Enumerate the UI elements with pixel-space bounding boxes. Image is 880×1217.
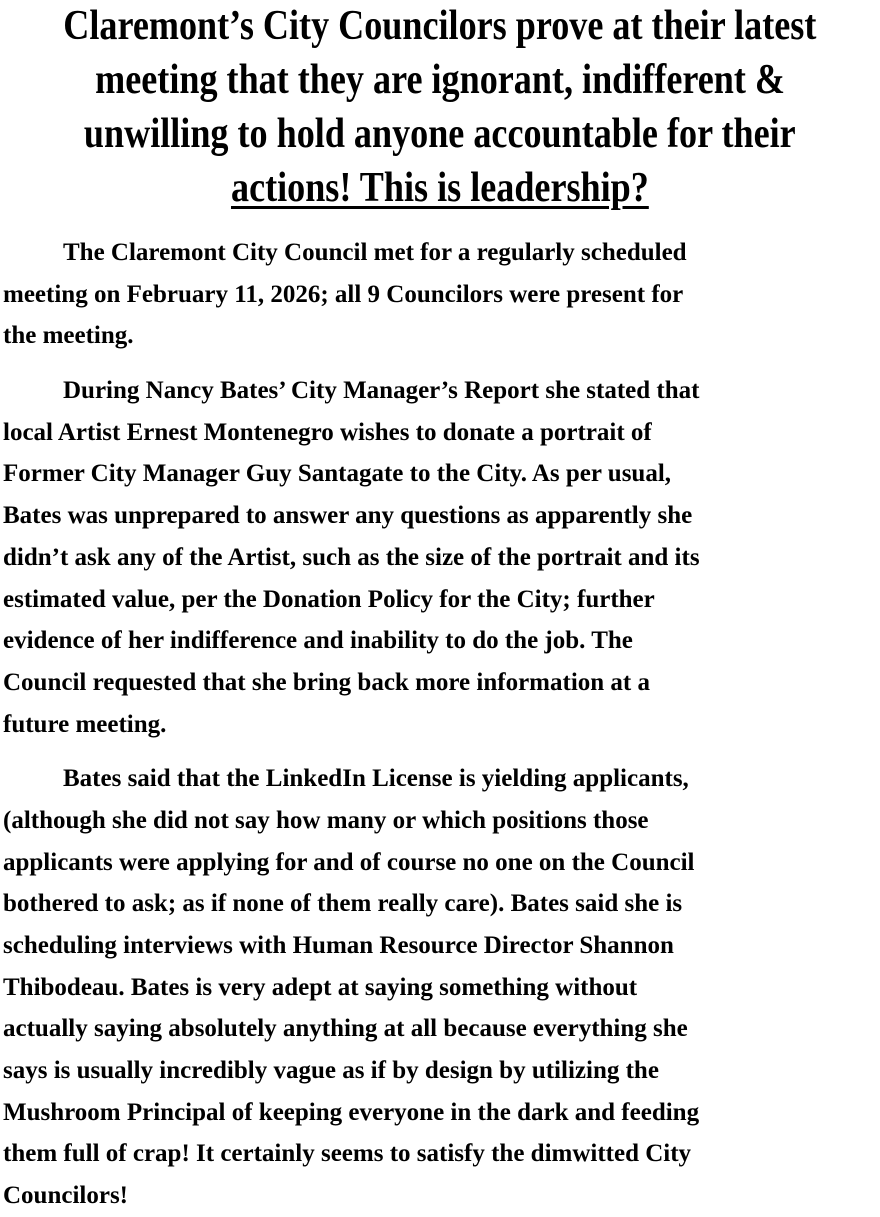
paragraph-line: didn’t ask any of the Artist, such as the size of the portrait and its bbox=[3, 543, 700, 571]
paragraph bbox=[0, 370, 880, 745]
headline-line-text: Claremont’s City Councilors prove at their latest bbox=[63, 3, 817, 49]
paragraph-line: Thibodeau. Bates is very adept at saying something without bbox=[3, 973, 638, 1001]
paragraph-line: local Artist Ernest Montenegro wishes to donate a portrait of bbox=[3, 418, 652, 446]
paragraph-line: them full of crap! It certainly seems to satisfy the dimwitted City bbox=[3, 1140, 692, 1168]
headline-line-text: meeting that they are ignorant, indifferent & bbox=[95, 57, 785, 103]
paragraph-line: applicants were applying for and of course no one on the Council bbox=[3, 848, 695, 876]
headline-line bbox=[0, 55, 880, 109]
paragraph-line: the meeting. bbox=[3, 322, 134, 350]
paragraph bbox=[0, 758, 880, 1217]
headline bbox=[0, 0, 880, 217]
headline-line bbox=[0, 1, 880, 55]
paragraph-line: (although she did not say how many or which positions those bbox=[3, 806, 649, 834]
paragraph-line: says is usually incredibly vague as if by design by utilizing the bbox=[3, 1057, 659, 1085]
paragraph-line: Mushroom Principal of keeping everyone in the dark and feeding bbox=[3, 1098, 700, 1126]
paragraph-line: bothered to ask; as if none of them really care). Bates said she is bbox=[3, 890, 683, 918]
paragraph-line: Former City Manager Guy Santagate to the City. As per usual, bbox=[3, 460, 672, 488]
headline-line bbox=[0, 109, 880, 163]
paragraph-line: meeting on February 11, 2026; all 9 Councilors were present for bbox=[3, 280, 684, 308]
paragraph bbox=[0, 232, 880, 357]
paragraph-line: actually saying absolutely anything at all because everything she bbox=[3, 1015, 688, 1043]
article-body bbox=[0, 232, 880, 1217]
paragraph-line: evidence of her indifference and inability to do the job. The bbox=[3, 627, 633, 655]
paragraph-line: Bates said that the LinkedIn License is yielding applicants, bbox=[63, 765, 689, 793]
paragraph-line: Councilors! bbox=[3, 1182, 128, 1210]
paragraph-line: During Nancy Bates’ City Manager’s Report she stated that bbox=[63, 377, 700, 405]
paragraph-line: scheduling interviews with Human Resource Director Shannon bbox=[3, 932, 674, 959]
headline-line bbox=[0, 163, 880, 217]
paragraph-line: The Claremont City Council met for a regularly scheduled bbox=[63, 239, 687, 266]
headline-line-text: actions! This is leadership? bbox=[231, 165, 649, 211]
paragraph-line: Council requested that she bring back more information at a bbox=[3, 668, 650, 696]
headline-line-text: unwilling to hold anyone accountable for their bbox=[84, 111, 796, 157]
paragraph-line: estimated value, per the Donation Policy for the City; further bbox=[3, 585, 655, 613]
paragraph-line: Bates was unprepared to answer any questions as apparently she bbox=[3, 502, 693, 530]
paragraph-line: future meeting. bbox=[3, 710, 167, 738]
